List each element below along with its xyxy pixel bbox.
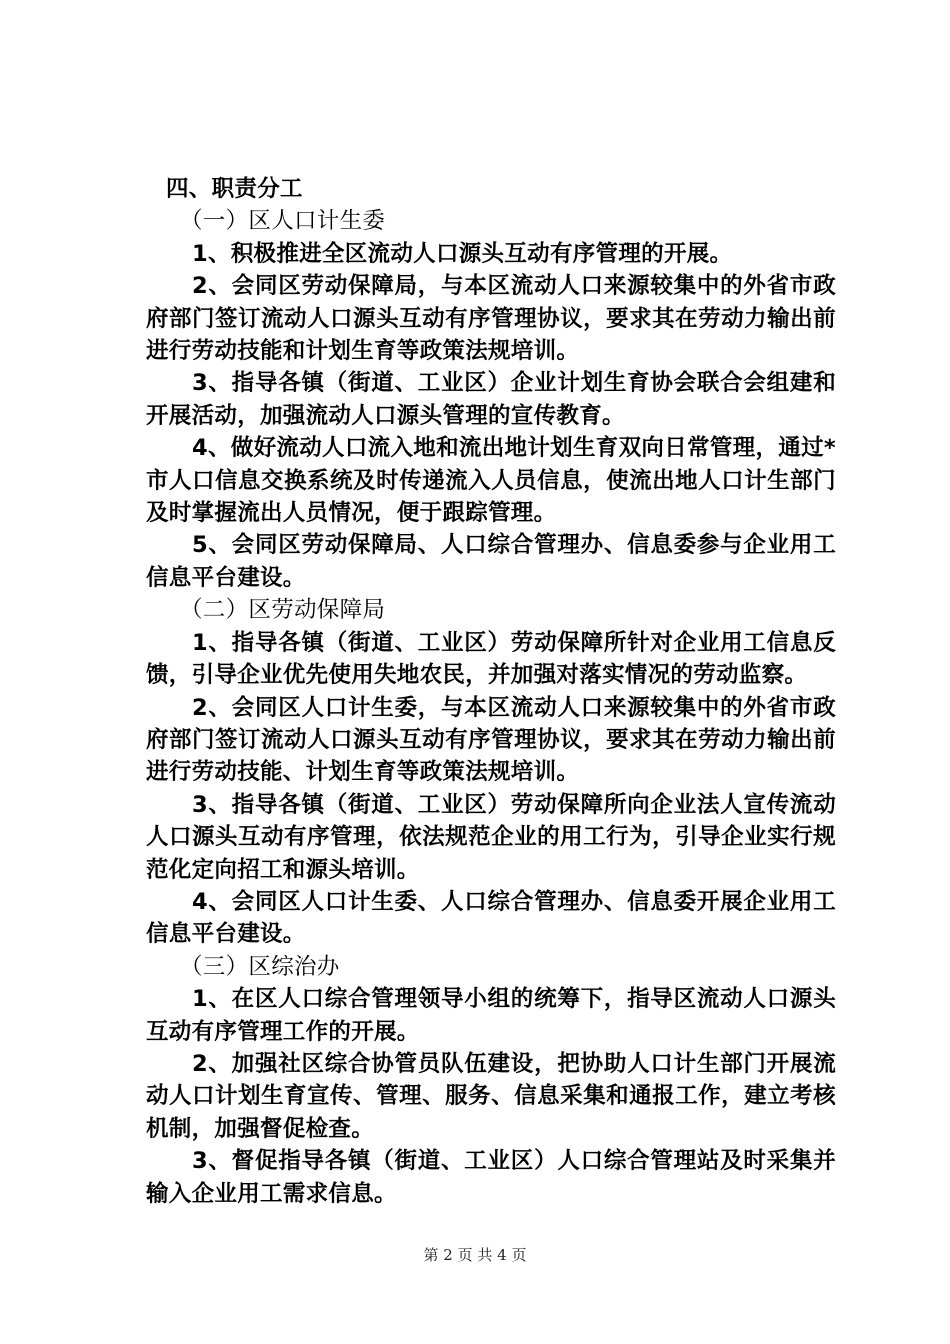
paragraph: 4、会同区人口计生委、人口综合管理办、信息委开展企业用工信息平台建设。	[146, 888, 836, 948]
section-heading: 四、职责分工	[166, 176, 303, 202]
paragraph: 1、积极推进全区流动人口源头互动有序管理的开展。	[192, 240, 733, 267]
subsection-heading: （一）区人口计生委	[180, 208, 386, 235]
paragraph: 1、在区人口综合管理领导小组的统筹下，指导区流动人口源头互动有序管理工作的开展。	[146, 986, 836, 1045]
page-footer	[0, 1244, 950, 1265]
paragraph: 5、会同区劳动保障局、人口综合管理办、信息委参与企业用工信息平台建设。	[146, 532, 836, 591]
paragraph: 2、会同区劳动保障局，与本区流动人口来源较集中的外省市政府部门签订流动人口源头互动有序管理协议，要求其在劳动力输出前进行劳动技能和计划生育等政策法规培训。	[146, 273, 836, 365]
paragraph: 3、指导各镇（街道、工业区）劳动保障所向企业法人宣传流动人口源头互动有序管理，依法规范企业的用工行为，引导企业实行规范化定向招工和源头培训。	[146, 791, 836, 883]
paragraph: 4、做好流动人口流入地和流出地计划生育双向日常管理，通过*市人口信息交换系统及时传递流入人员信息，使流出地人口计生部门及时掌握流出人员情况，便于跟踪管理。	[146, 435, 836, 527]
paragraph: 3、督促指导各镇（街道、工业区）人口综合管理站及时采集并输入企业用工需求信息。	[146, 1148, 836, 1207]
paragraph: 3、指导各镇（街道、工业区）企业计划生育协会联合会组建和开展活动，加强流动人口源头管理的宣传教育。	[146, 370, 836, 429]
paragraph: 2、会同区人口计生委，与本区流动人口来源较集中的外省市政府部门签订流动人口源头互动有序管理协议，要求其在劳动力输出前进行劳动技能、计划生育等政策法规培训。	[146, 694, 836, 786]
subsection-heading: （三）区综治办	[180, 953, 340, 980]
document-body	[146, 173, 836, 1210]
paragraph: 2、加强社区综合协管员队伍建设，把协助人口计生部门开展流动人口计划生育宣传、管理、服务、信息采集和通报工作，建立考核机制，加强督促检查。	[146, 1050, 836, 1142]
page-number-label: 第 2 页 共 4 页	[423, 1246, 527, 1264]
paragraph: 1、指导各镇（街道、工业区）劳动保障所针对企业用工信息反馈，引导企业优先使用失地农民，并加强对落实情况的劳动监察。	[146, 629, 836, 689]
subsection-heading: （二）区劳动保障局	[180, 597, 386, 624]
